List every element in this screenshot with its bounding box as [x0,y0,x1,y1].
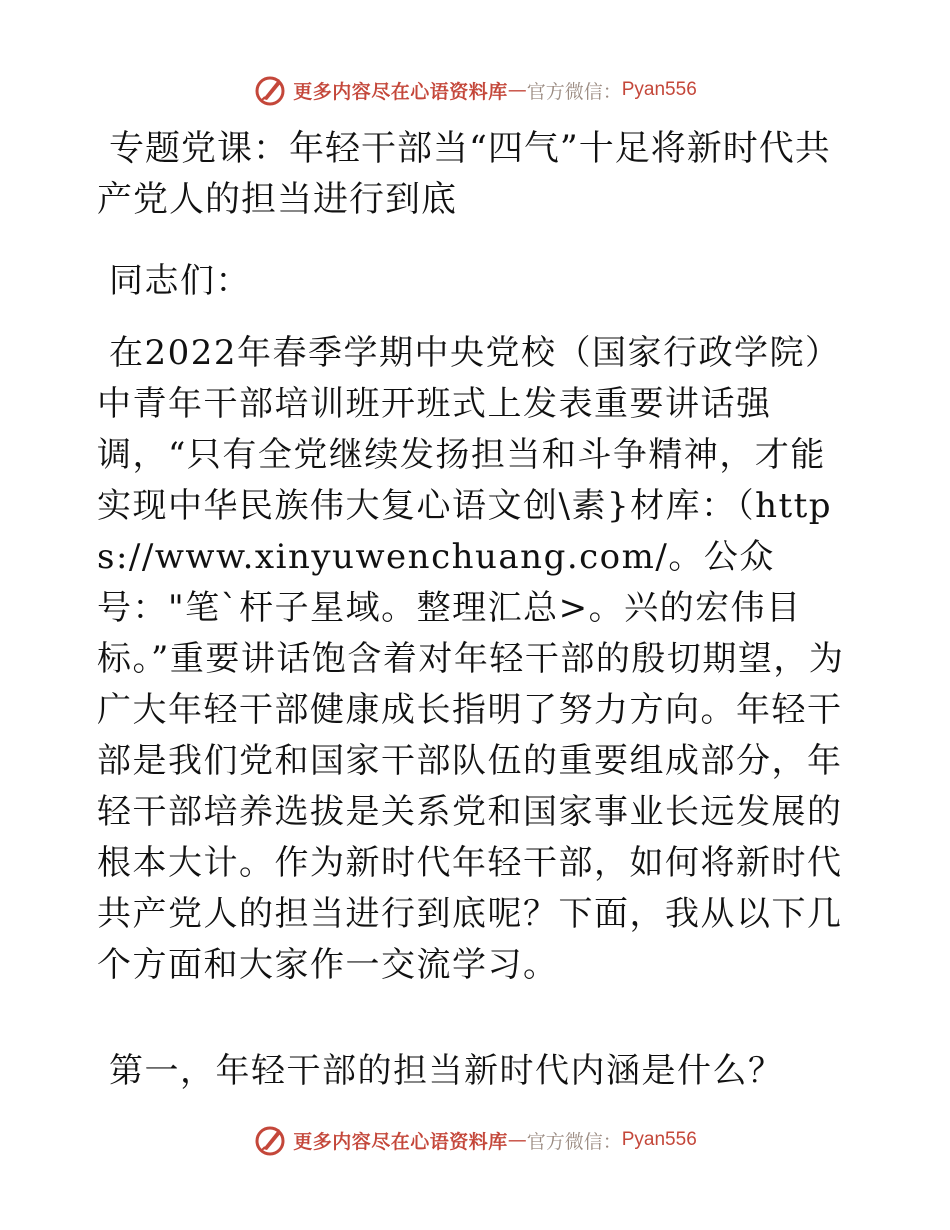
watermark-main-text: 更多内容尽在心语资料库 [293,80,508,103]
header-watermark [0,70,950,110]
watermark-dash: — [507,1129,527,1151]
footer-watermark [0,1120,950,1160]
body-paragraph: 在2022年春季学期中央党校（国家行政学院）中青年干部培训班开班式上发表重要讲话强调，“只有全党继续发扬担当和斗争精神，才能实现中华民族伟大复心语文创\素}材库：（https://www.xinyuwenchuang.com/。公众号："笔`杆子星域。整理汇总>。兴的宏伟目标。”重要讲话饱含着对年轻干部的殷切期望，为广大年轻干部健康成长指明了努力方向。年轻干部是我们党和国家干部队伍的重要组成部分，年轻干部培养选拔是关系党和国家事业长远发展的根本大计。作为新时代年轻干部，如何将新时代共产党人的担当进行到底呢？下面，我从以下几个方面和大家作一交流学习。 [97,333,845,985]
greeting: 同志们： [109,261,251,301]
watermark-sub-text: 官方微信： [526,1130,622,1153]
quill-pen-icon [253,1123,287,1157]
section-heading: 第一，年轻干部的担当新时代内涵是什么？ [109,1051,784,1091]
quill-pen-icon [253,73,287,107]
document-title: 专题党课：年轻干部当“四气”十足将新时代共产党人的担当进行到底 [97,129,831,220]
watermark-main-text: 更多内容尽在心语资料库 [293,1130,508,1153]
watermark-account: Pyan556 [621,1129,697,1150]
watermark-dash: — [507,79,527,101]
watermark-account: Pyan556 [621,79,697,100]
watermark-sub-text: 官方微信： [526,80,622,103]
